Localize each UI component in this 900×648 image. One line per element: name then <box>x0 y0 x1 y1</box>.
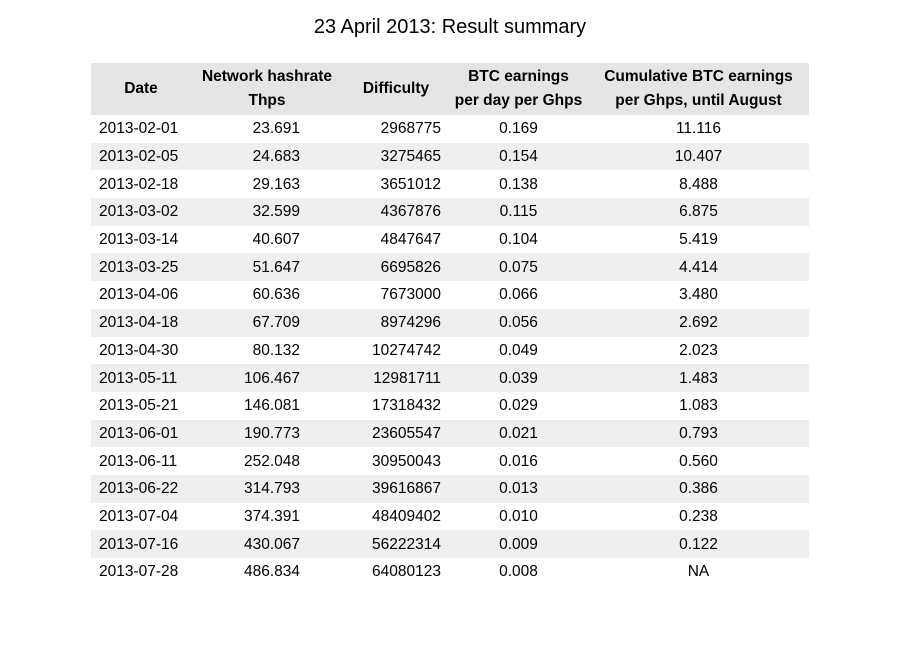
cell-network-hashrate: 32.599 <box>191 198 343 226</box>
header-date: Date <box>91 63 191 115</box>
table-row <box>91 309 809 337</box>
cell-cumulative-btc-earnings: 11.116 <box>675 120 722 138</box>
cell-difficulty: 30950043 <box>372 452 441 470</box>
cell-btc-earnings: 0.075 <box>449 253 588 281</box>
table-row <box>91 503 809 531</box>
cell-btc-earnings: 0.009 <box>449 530 588 558</box>
cell-difficulty: 23605547 <box>343 420 449 448</box>
cell-difficulty: 17318432 <box>372 397 441 415</box>
table-body <box>91 115 809 586</box>
table-row <box>91 420 809 448</box>
cell-network-hashrate: 40.607 <box>252 231 300 249</box>
table-row <box>91 558 809 586</box>
cell-cumulative-btc-earnings: 2.692 <box>588 309 809 337</box>
cell-btc-earnings: 0.104 <box>499 231 538 249</box>
header-cumulative-btc-earnings: Cumulative BTC earnings per Ghps, until August <box>588 63 809 115</box>
cell-cumulative-btc-earnings: 0.238 <box>679 507 718 525</box>
cell-cumulative-btc-earnings: 10.407 <box>588 143 809 171</box>
result-summary-table <box>91 63 809 586</box>
table-row <box>91 198 809 226</box>
cell-network-hashrate: 314.793 <box>191 475 343 503</box>
cell-btc-earnings: 0.049 <box>499 341 538 359</box>
table-row <box>91 364 809 392</box>
cell-difficulty: 3275465 <box>343 143 449 171</box>
cell-date: 2013-04-30 <box>99 341 179 359</box>
table-row <box>91 447 809 475</box>
page-title: 23 April 2013: Result summary <box>313 16 587 38</box>
table-row <box>91 530 809 558</box>
cell-network-hashrate: 24.683 <box>191 143 343 171</box>
cell-network-hashrate: 106.467 <box>191 364 343 392</box>
cell-difficulty: 39616867 <box>343 475 449 503</box>
cell-difficulty: 8974296 <box>343 309 449 337</box>
table-row <box>91 115 809 143</box>
cell-cumulative-btc-earnings: 0.122 <box>588 530 809 558</box>
cell-btc-earnings: 0.021 <box>449 420 588 448</box>
cell-cumulative-btc-earnings: 8.488 <box>679 175 718 193</box>
table-row <box>91 337 809 365</box>
cell-date: 2013-02-01 <box>99 120 179 138</box>
cell-cumulative-btc-earnings: 0.386 <box>588 475 809 503</box>
cell-network-hashrate: 67.709 <box>191 309 343 337</box>
cell-network-hashrate: 430.067 <box>191 530 343 558</box>
cell-btc-earnings: 0.029 <box>499 397 538 415</box>
cell-btc-earnings: 0.066 <box>499 286 538 304</box>
cell-date: 2013-05-21 <box>99 397 179 415</box>
cell-cumulative-btc-earnings: 1.083 <box>679 397 718 415</box>
header-row <box>91 63 809 115</box>
cell-btc-earnings: 0.115 <box>449 198 588 226</box>
cell-btc-earnings: 0.010 <box>499 507 538 525</box>
cell-btc-earnings: 0.138 <box>499 175 538 193</box>
cell-date: 2013-03-25 <box>91 253 191 281</box>
cell-cumulative-btc-earnings: 6.875 <box>588 198 809 226</box>
table-row <box>91 392 809 420</box>
header-btc-earnings: BTC earnings per day per Ghps <box>449 63 588 115</box>
cell-btc-earnings: 0.154 <box>449 143 588 171</box>
cell-date: 2013-02-18 <box>99 175 179 193</box>
cell-difficulty: 48409402 <box>372 507 441 525</box>
cell-date: 2013-05-11 <box>91 364 191 392</box>
cell-network-hashrate: 51.647 <box>191 253 343 281</box>
table-row <box>91 475 809 503</box>
cell-difficulty: 2968775 <box>380 120 441 138</box>
cell-date: 2013-03-02 <box>91 198 191 226</box>
cell-network-hashrate: 190.773 <box>191 420 343 448</box>
cell-date: 2013-02-05 <box>91 143 191 171</box>
cell-network-hashrate: 60.636 <box>252 286 300 304</box>
cell-difficulty: 4847647 <box>380 231 441 249</box>
cell-network-hashrate: 23.691 <box>252 120 300 138</box>
cell-date: 2013-07-04 <box>99 507 179 525</box>
cell-cumulative-btc-earnings: 2.023 <box>679 341 718 359</box>
cell-date: 2013-04-18 <box>91 309 191 337</box>
table-row <box>91 226 809 254</box>
cell-network-hashrate: 374.391 <box>243 507 300 525</box>
cell-date: 2013-06-11 <box>99 452 178 470</box>
cell-network-hashrate: 80.132 <box>252 341 300 359</box>
cell-network-hashrate: 29.163 <box>252 175 300 193</box>
cell-difficulty: 56222314 <box>343 530 449 558</box>
cell-cumulative-btc-earnings: 0.560 <box>679 452 718 470</box>
cell-difficulty: 4367876 <box>343 198 449 226</box>
cell-cumulative-btc-earnings: 0.793 <box>588 420 809 448</box>
table-row <box>91 170 809 198</box>
cell-difficulty: 7673000 <box>380 286 441 304</box>
cell-date: 2013-06-22 <box>91 475 191 503</box>
cell-btc-earnings: 0.013 <box>449 475 588 503</box>
cell-date: 2013-04-06 <box>99 286 179 304</box>
cell-btc-earnings: 0.008 <box>499 563 538 581</box>
cell-difficulty: 12981711 <box>343 364 449 392</box>
cell-btc-earnings: 0.056 <box>449 309 588 337</box>
cell-cumulative-btc-earnings: 3.480 <box>679 286 718 304</box>
cell-difficulty: 6695826 <box>343 253 449 281</box>
cell-cumulative-btc-earnings: 5.419 <box>679 231 718 249</box>
table-row <box>91 253 809 281</box>
header-difficulty: Difficulty <box>343 63 449 115</box>
cell-btc-earnings: 0.039 <box>449 364 588 392</box>
cell-difficulty: 10274742 <box>372 341 441 359</box>
table-row <box>91 281 809 309</box>
cell-date: 2013-07-16 <box>91 530 191 558</box>
cell-btc-earnings: 0.169 <box>499 120 538 138</box>
cell-difficulty: 64080123 <box>372 563 441 581</box>
cell-network-hashrate: 252.048 <box>243 452 300 470</box>
cell-date: 2013-06-01 <box>91 420 191 448</box>
cell-btc-earnings: 0.016 <box>499 452 538 470</box>
cell-difficulty: 3651012 <box>380 175 441 193</box>
table-header <box>91 63 809 115</box>
cell-date: 2013-03-14 <box>99 231 179 249</box>
table-row <box>91 143 809 171</box>
cell-cumulative-btc-earnings: 4.414 <box>588 253 809 281</box>
header-network-hashrate: Network hashrate Thps <box>191 63 343 115</box>
cell-date: 2013-07-28 <box>99 563 179 581</box>
cell-network-hashrate: 486.834 <box>243 563 300 581</box>
cell-network-hashrate: 146.081 <box>243 397 300 415</box>
cell-cumulative-btc-earnings: 1.483 <box>588 364 809 392</box>
cell-cumulative-btc-earnings: NA <box>687 563 710 581</box>
